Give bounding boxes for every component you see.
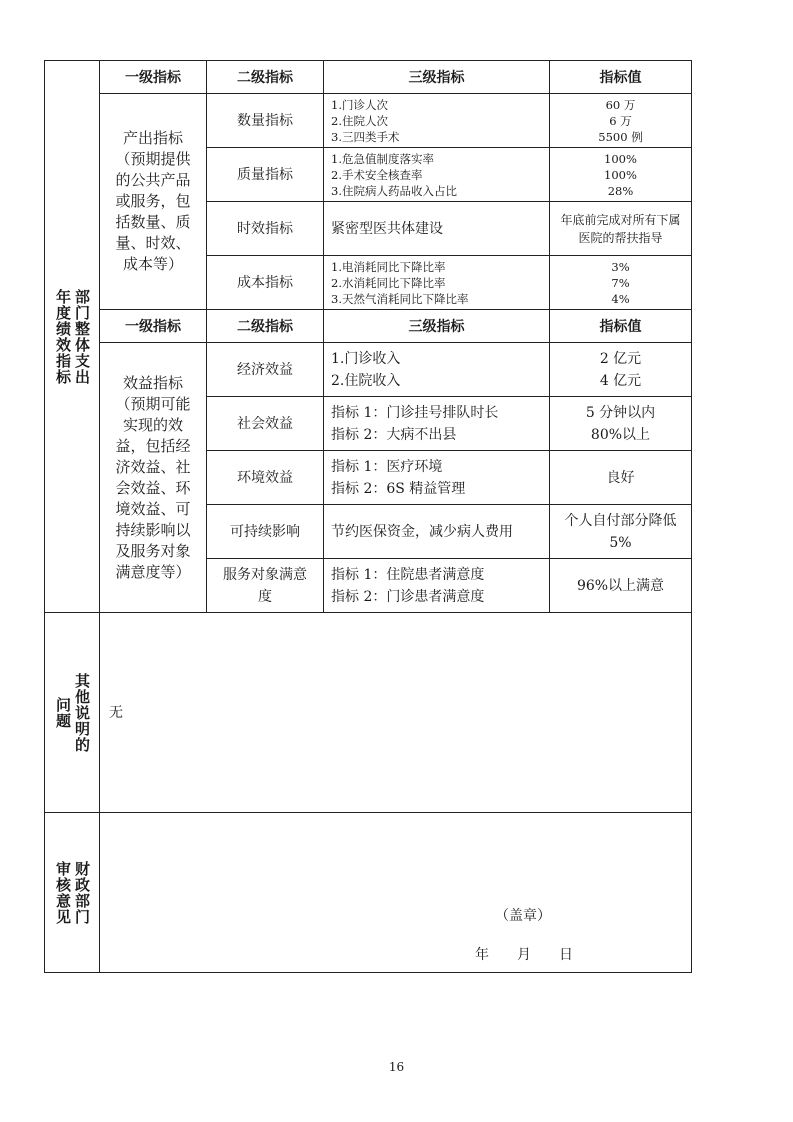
header-level1: 一级指标	[99, 309, 207, 343]
value-item: 3%	[611, 259, 630, 274]
level3-environment	[323, 450, 550, 505]
value-item: 28%	[607, 183, 634, 198]
value-sustainability: 个人自付部分降低 5%	[549, 504, 692, 559]
level3-quality	[323, 147, 550, 202]
header-level3: 三级指标	[323, 309, 550, 343]
list-item: 指标 2：6S 精益管理	[331, 480, 466, 497]
level2-satisfaction: 服务对象满意度	[206, 558, 324, 613]
section-label	[44, 60, 100, 613]
section-label-line2: 年度绩效指标	[54, 288, 72, 385]
list-item: 3.三四类手术	[331, 129, 400, 144]
value-item: 5500 例	[598, 129, 643, 144]
level3-economic	[323, 342, 550, 397]
level2-timeliness: 时效指标	[206, 201, 324, 256]
list-item: 指标 2：门诊患者满意度	[331, 588, 485, 605]
level3-social	[323, 396, 550, 451]
other-notes-content: 无	[99, 612, 692, 813]
header-level3: 三级指标	[323, 60, 550, 94]
finance-review-content	[99, 812, 692, 973]
list-item: 1.电消耗同比下降比率	[331, 259, 446, 274]
level3-timeliness: 紧密型医共体建设	[323, 201, 550, 256]
level2-quality: 质量指标	[206, 147, 324, 202]
value-item: 60 万	[605, 97, 636, 112]
list-item: 1.门诊收入	[331, 350, 401, 367]
finance-review-label	[44, 812, 100, 973]
level3-quantity	[323, 93, 550, 148]
date-placeholder: 年 月 日	[475, 947, 573, 963]
list-item: 1.门诊人次	[331, 97, 388, 112]
other-notes-label-line2: 问题	[54, 696, 72, 729]
level3-cost	[323, 255, 550, 310]
list-item: 指标 1：住院患者满意度	[331, 566, 485, 583]
value-item: 5 分钟以内	[585, 404, 656, 421]
benefit-group-title: 效益指标（预期可能实现的效益，包括经济效益、社会效益、环境效益、可持续影响以及服务对象满意度等）	[99, 342, 207, 613]
value-quantity	[549, 93, 692, 148]
level3-sustainability: 节约医保资金，减少病人费用	[323, 504, 550, 559]
list-item: 1.危急值制度落实率	[331, 151, 434, 166]
header-level2: 二级指标	[206, 60, 324, 94]
list-item: 指标 2：大病不出县	[331, 426, 457, 443]
finance-review-label-line2: 审核意见	[54, 860, 72, 925]
header-value: 指标值	[549, 60, 692, 94]
level2-cost: 成本指标	[206, 255, 324, 310]
list-item: 指标 1：门诊挂号排队时长	[331, 404, 499, 421]
performance-table	[44, 60, 692, 973]
level2-social: 社会效益	[206, 396, 324, 451]
level2-environment: 环境效益	[206, 450, 324, 505]
other-notes-label	[44, 612, 100, 813]
value-item: 7%	[611, 275, 630, 290]
value-item: 6 万	[609, 113, 632, 128]
value-item: 100%	[604, 167, 637, 182]
value-timeliness: 年底前完成对所有下属医院的帮扶指导	[549, 201, 692, 256]
list-item: 指标 1：医疗环境	[331, 458, 443, 475]
list-item: 2.水消耗同比下降比率	[331, 275, 446, 290]
value-item: 80%以上	[590, 426, 651, 443]
list-item: 3.住院病人药品收入占比	[331, 183, 457, 198]
value-item: 100%	[604, 151, 637, 166]
header-level2: 二级指标	[206, 309, 324, 343]
value-social	[549, 396, 692, 451]
level3-satisfaction	[323, 558, 550, 613]
value-item: 2 亿元	[599, 350, 642, 367]
other-notes-label-line1: 其他说明的	[73, 672, 91, 753]
value-economic	[549, 342, 692, 397]
value-cost	[549, 255, 692, 310]
output-group-title: 产出指标（预期提供的公共产品或服务，包括数量、质量、时效、成本等）	[99, 93, 207, 310]
list-item: 3.天然气消耗同比下降比率	[331, 291, 469, 306]
level2-economic: 经济效益	[206, 342, 324, 397]
list-item: 2.住院收入	[331, 372, 401, 389]
list-item: 2.手术安全核查率	[331, 167, 423, 182]
list-item: 2.住院人次	[331, 113, 388, 128]
header-level1: 一级指标	[99, 60, 207, 94]
value-satisfaction: 96%以上满意	[549, 558, 692, 613]
page-number: 16	[388, 1060, 405, 1074]
level2-quantity: 数量指标	[206, 93, 324, 148]
value-item: 4%	[611, 291, 630, 306]
finance-review-label-line1: 财政部门	[73, 860, 91, 925]
section-label-line1: 部门整体支出	[73, 288, 91, 385]
value-quality	[549, 147, 692, 202]
level2-sustainability: 可持续影响	[206, 504, 324, 559]
seal-placeholder: （盖章）	[495, 908, 551, 924]
header-value: 指标值	[549, 309, 692, 343]
value-item: 4 亿元	[599, 372, 642, 389]
value-environment: 良好	[549, 450, 692, 505]
